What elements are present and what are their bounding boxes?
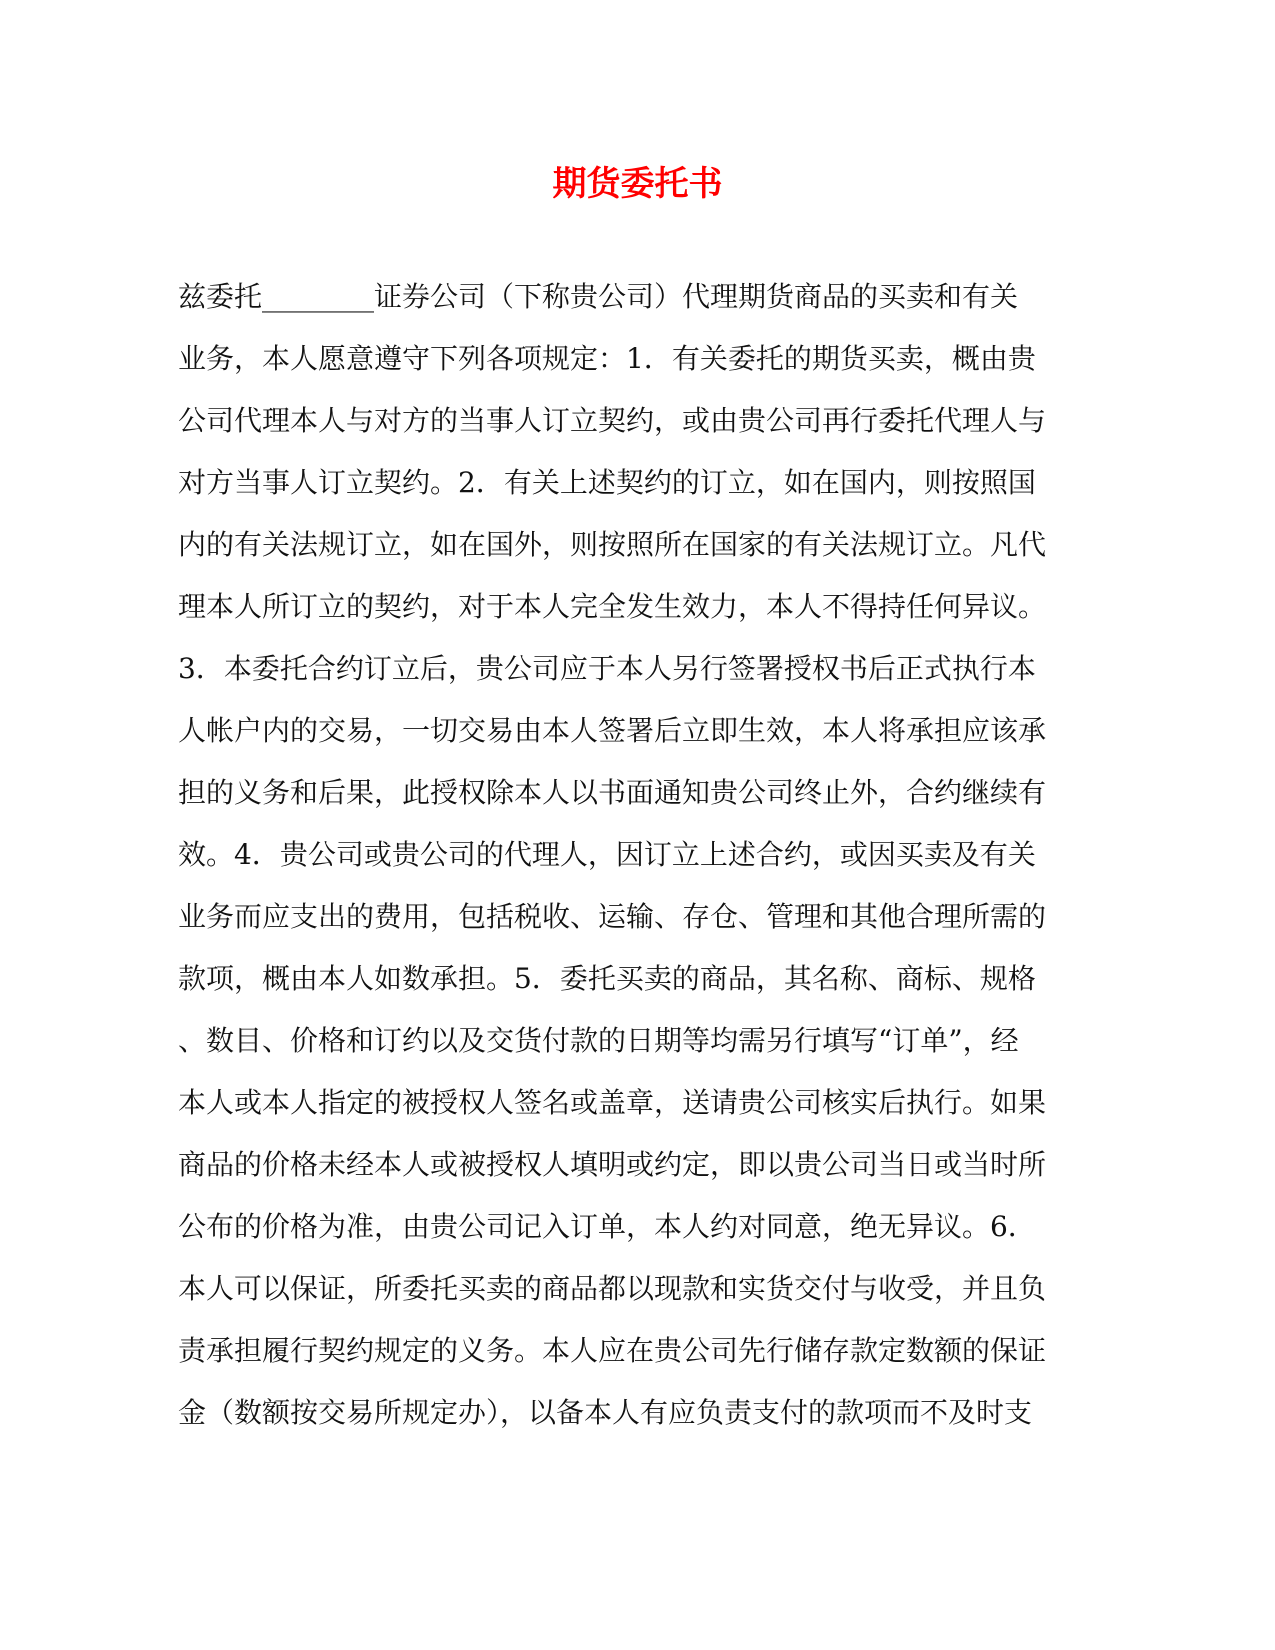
- body-line: 金（数额按交易所规定办），以备本人有应负责支付的款项而不及时支: [178, 1396, 1033, 1429]
- body-line: 效。4．贵公司或贵公司的代理人，因订立上述合约，或因买卖及有关: [178, 838, 1036, 871]
- body-line: 责承担履行契约规定的义务。本人应在贵公司先行储存款定数额的保证: [178, 1334, 1047, 1367]
- body-line: 业务而应支出的费用，包括税收、运输、存仓、管理和其他合理所需的: [178, 900, 1047, 933]
- body-line: 内的有关法规订立，如在国外，则按照所在国家的有关法规订立。凡代: [178, 528, 1047, 561]
- body-line: 本人可以保证，所委托买卖的商品都以现款和实货交付与收受，并且负: [178, 1272, 1047, 1305]
- document-title: 期货委托书: [552, 164, 723, 204]
- body-line: 商品的价格未经本人或被授权人填明或约定，即以贵公司当日或当时所: [178, 1148, 1047, 1181]
- body-line: 业务，本人愿意遵守下列各项规定：1．有关委托的期货买卖，概由贵: [178, 342, 1036, 375]
- body-line: 、数目、价格和订约以及交货付款的日期等均需另行填写“订单”，经: [178, 1024, 1019, 1057]
- body-line: 对方当事人订立契约。2．有关上述契约的订立，如在国内，则按照国: [178, 466, 1036, 499]
- body-line: 本人或本人指定的被授权人签名或盖章，送请贵公司核实后执行。如果: [178, 1086, 1047, 1119]
- body-line: 兹委托________证券公司（下称贵公司）代理期货商品的买卖和有关: [178, 280, 1019, 313]
- body-line: 公布的价格为准，由贵公司记入订单，本人约对同意，绝无异议。6．: [178, 1210, 1036, 1243]
- document-body: [178, 266, 1058, 1444]
- body-line: 人帐户内的交易，一切交易由本人签署后立即生效，本人将承担应该承: [178, 714, 1047, 747]
- body-line: 3．本委托合约订立后，贵公司应于本人另行签署授权书后正式执行本: [178, 652, 1036, 685]
- body-line: 公司代理本人与对方的当事人订立契约，或由贵公司再行委托代理人与: [178, 404, 1047, 437]
- body-line: 担的义务和后果，此授权除本人以书面通知贵公司终止外，合约继续有: [178, 776, 1047, 809]
- body-line: 款项，概由本人如数承担。5．委托买卖的商品，其名称、商标、规格: [178, 962, 1036, 995]
- body-line: 理本人所订立的契约，对于本人完全发生效力，本人不得持任何异议。: [178, 590, 1047, 623]
